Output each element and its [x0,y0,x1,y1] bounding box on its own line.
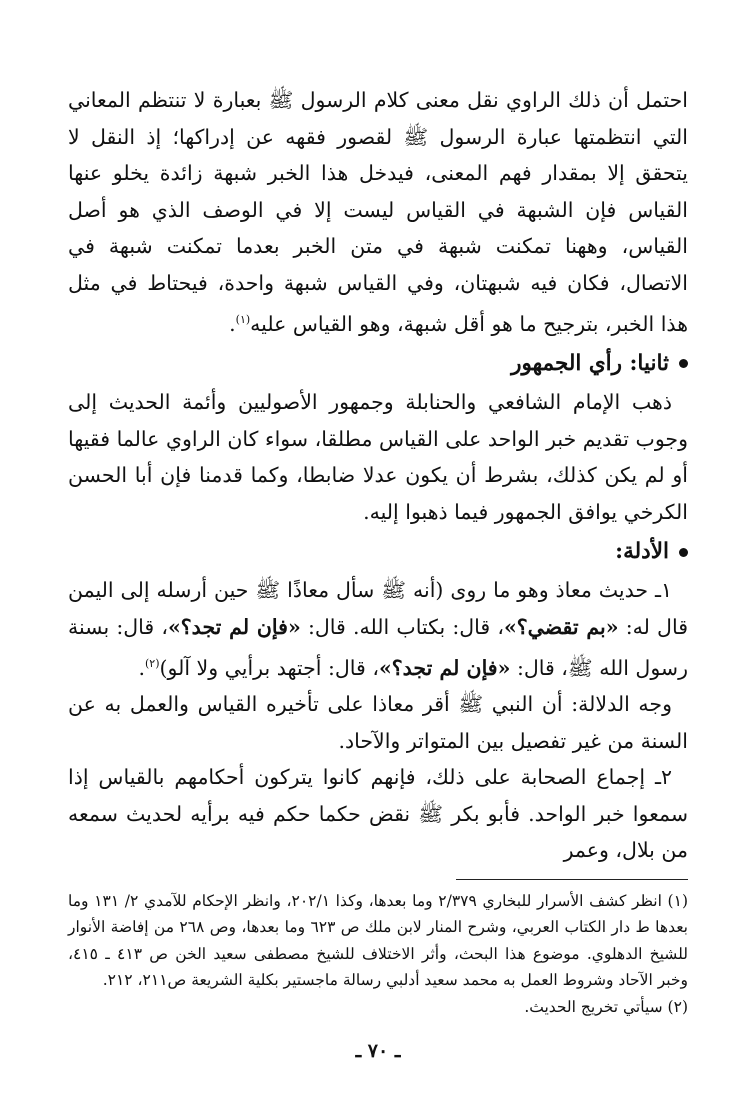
footnote-1: (١) انظر كشف الأسرار للبخاري ٢/٣٧٩ وما بعدها، وكذا ٢٠٢/١، وانظر الإحكام للآمدي ٢/ ١٣١ وما بعدها ط دار الكتاب العربي، وشرح المنار لابن ملك ص ٦٢٣ وما بعدها، وص ٢٦٨ من إفاضة الأنوار للشيخ الدهلوي. موضوع هذا البحث، وأثر الاختلاف للشيخ مصطفى سعيد الخن ص ٤١٣ ـ ٤١٥، وخبر الآحاد وشروط العمل به محمد سعيد أدلبي رسالة ماجستير بكلية الشريعة ص٢١١، ٢١٢. [68,891,688,990]
section-heading-majority [68,344,688,384]
footnote-divider [456,879,688,880]
paragraph-4: وجه الدلالة: أن النبي ﷺ أقر معاذا على تأخيره القياس والعمل به عن السنة من غير تفصيل بين المتواتر والآحاد. [68,691,688,753]
paragraph-1-end: . [229,311,236,336]
hadith-quote-1: «بم تقضي؟» [503,614,619,639]
bullet-icon [679,359,688,368]
footnote-2: (٢) سيأتي تخريج الحديث. [524,997,688,1016]
paragraph-1-text: احتمل أن ذلك الراوي نقل معنى كلام الرسول ﷺ بعبارة لا تنتظم المعاني التي انتظمتها عبارة الرسول ﷺ لقصور فقهه عن إدراكها؛ إذ النقل لا يتحقق إلا بمقدار فهم المعنى، فيدخل هذا الخبر شبهة زائدة يخلو عنها القياس فإن الشبهة في القياس ليست إلا في الوصف الذي هو أصل القياس، وههنا تمكنت شبهة في متن الخبر بعدما تمكنت شبهة في الاتصال، فكان فيه شبهتان، وفي القياس شبهة واحدة، فيحتاط في مثل هذا الخبر، بترجيح ما هو أقل شبهة، وهو القياس عليه [68,88,688,336]
section-heading-evidence [68,532,688,572]
bullet-icon [679,548,688,557]
main-text [68,82,688,869]
heading-evidence-text: الأدلة: [615,539,669,565]
paragraph-1 [68,82,688,342]
paragraph-3 [68,572,688,686]
hadith-answer-2: ، قال: بسنة رسول الله ﷺ، قال: [68,614,688,680]
page-number: ـ ٧٠ ـ [355,1040,401,1062]
hadith-quote-3: «فإن لم تجد؟» [378,655,511,680]
hadith-answer-1: ، قال: بكتاب الله. قال: [300,614,504,639]
hadith-quote-2: «فإن لم تجد؟» [167,614,301,639]
footnote-ref-1: (١) [235,312,251,326]
footnote-ref-2: (٢) [145,656,160,670]
hadith-answer-3: ، قال: أجتهد برأيي ولا آلو) [159,655,379,680]
paragraph-5: ٢ـ إجماع الصحابة على ذلك، فإنهم كانوا يتركون أحكامهم بالقياس إذا سمعوا خبر الواحد. فأبو بكر ﷺ نقض حكما حكم فيه برأيه لحديث سمعه من بلال، وعمر [68,765,688,863]
footnotes [68,888,688,1021]
hadith-intro: ١ـ حديث معاذ وهو ما روى (أنه ﷺ سأل معاذًا ﷺ حين أرسله إلى اليمن قال له: [68,578,688,639]
paragraph-2: ذهب الإمام الشافعي والحنابلة وجمهور الأصوليين وأئمة الحديث إلى وجوب تقديم خبر الواحد على القياس مطلقا، سواء كان الراوي عالما فقيها أو لم يكن كذلك، بشرط أن يكون عدلا ضابطا، وكما قدمنا فإن أبا الحسن الكرخي يوافق الجمهور فيما ذهبوا إليه. [68,389,688,524]
paragraph-3-end: . [138,655,145,680]
heading-majority-text: ثانيا: رأي الجمهور [511,350,669,376]
